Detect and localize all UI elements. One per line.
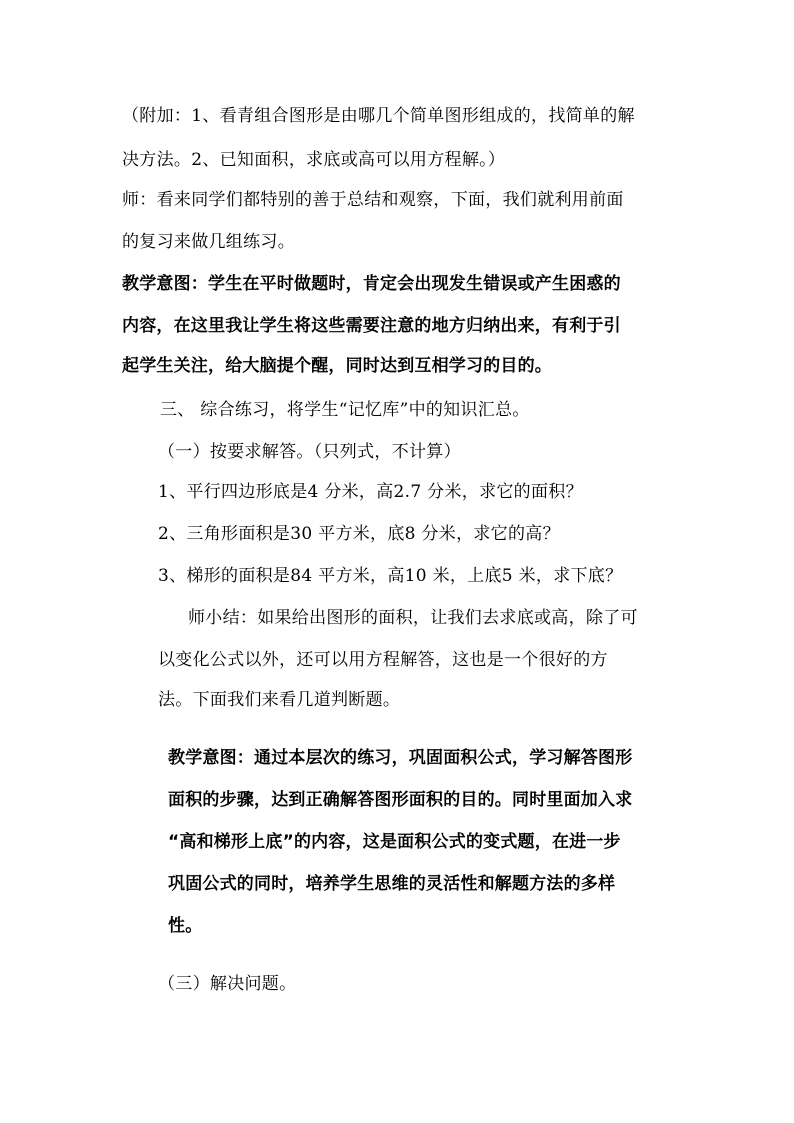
teaching-intent-line: 面积的步骤，达到正确解答图形面积的目的。同时里面加入求 [168, 790, 633, 810]
teaching-intent-line: “高和梯形上底”的内容，这是面积公式的变式题，在进一步 [168, 832, 621, 852]
summary-line: 以变化公式以外，还可以用方程解答，这也是一个很好的方 [158, 650, 608, 670]
summary-line: 法。下面我们来看几道判断题。 [158, 690, 401, 710]
teaching-intent-line: 内容，在这里我让学生将这些需要注意的地方归纳出来，有利于引 [122, 316, 621, 336]
teaching-intent-line: 性。 [168, 916, 203, 936]
teaching-intent-line: 起学生关注，给大脑提个醒，同时达到互相学习的目的。 [122, 356, 552, 376]
question-item: 3、梯形的面积是84 平方米，高10 米，上底5 米，求下底？ [158, 566, 623, 586]
subsection-heading: （三）解决问题。 [158, 974, 297, 994]
summary-line: 师小结：如果给出图形的面积，让我们去求底或高，除了可 [188, 608, 638, 628]
question-item: 1、平行四边形底是4 分米，高2.7 分米，求它的面积？ [158, 482, 583, 502]
paragraph-line: 师：看来同学们都特别的善于总结和观察，下面，我们就利用前面 [122, 190, 624, 210]
teaching-intent-line: 巩固公式的同时，培养学生思维的灵活性和解题方法的多样 [168, 874, 616, 894]
subsection-heading: （一）按要求解答。（只列式，不计算） [158, 442, 461, 462]
teaching-intent-line: 教学意图：学生在平时做题时，肯定会出现发生错误或产生困惑的 [122, 274, 621, 294]
teaching-intent-line: 教学意图：通过本层次的练习，巩固面积公式，学习解答图形 [168, 748, 633, 768]
question-item: 2、三角形面积是30 平方米，底8 分米，求它的高？ [158, 524, 560, 544]
paragraph-line: 决方法。2、已知面积，求底或高可以用方程解。） [122, 150, 506, 170]
section-heading: 三、 综合练习，将学生“记忆库”中的知识汇总。 [160, 400, 530, 420]
paragraph-line: （附加：1、看青组合图形是由哪几个简单图形组成的，找简单的解 [122, 106, 635, 126]
paragraph-line: 的复习来做几组练习。 [122, 232, 295, 252]
